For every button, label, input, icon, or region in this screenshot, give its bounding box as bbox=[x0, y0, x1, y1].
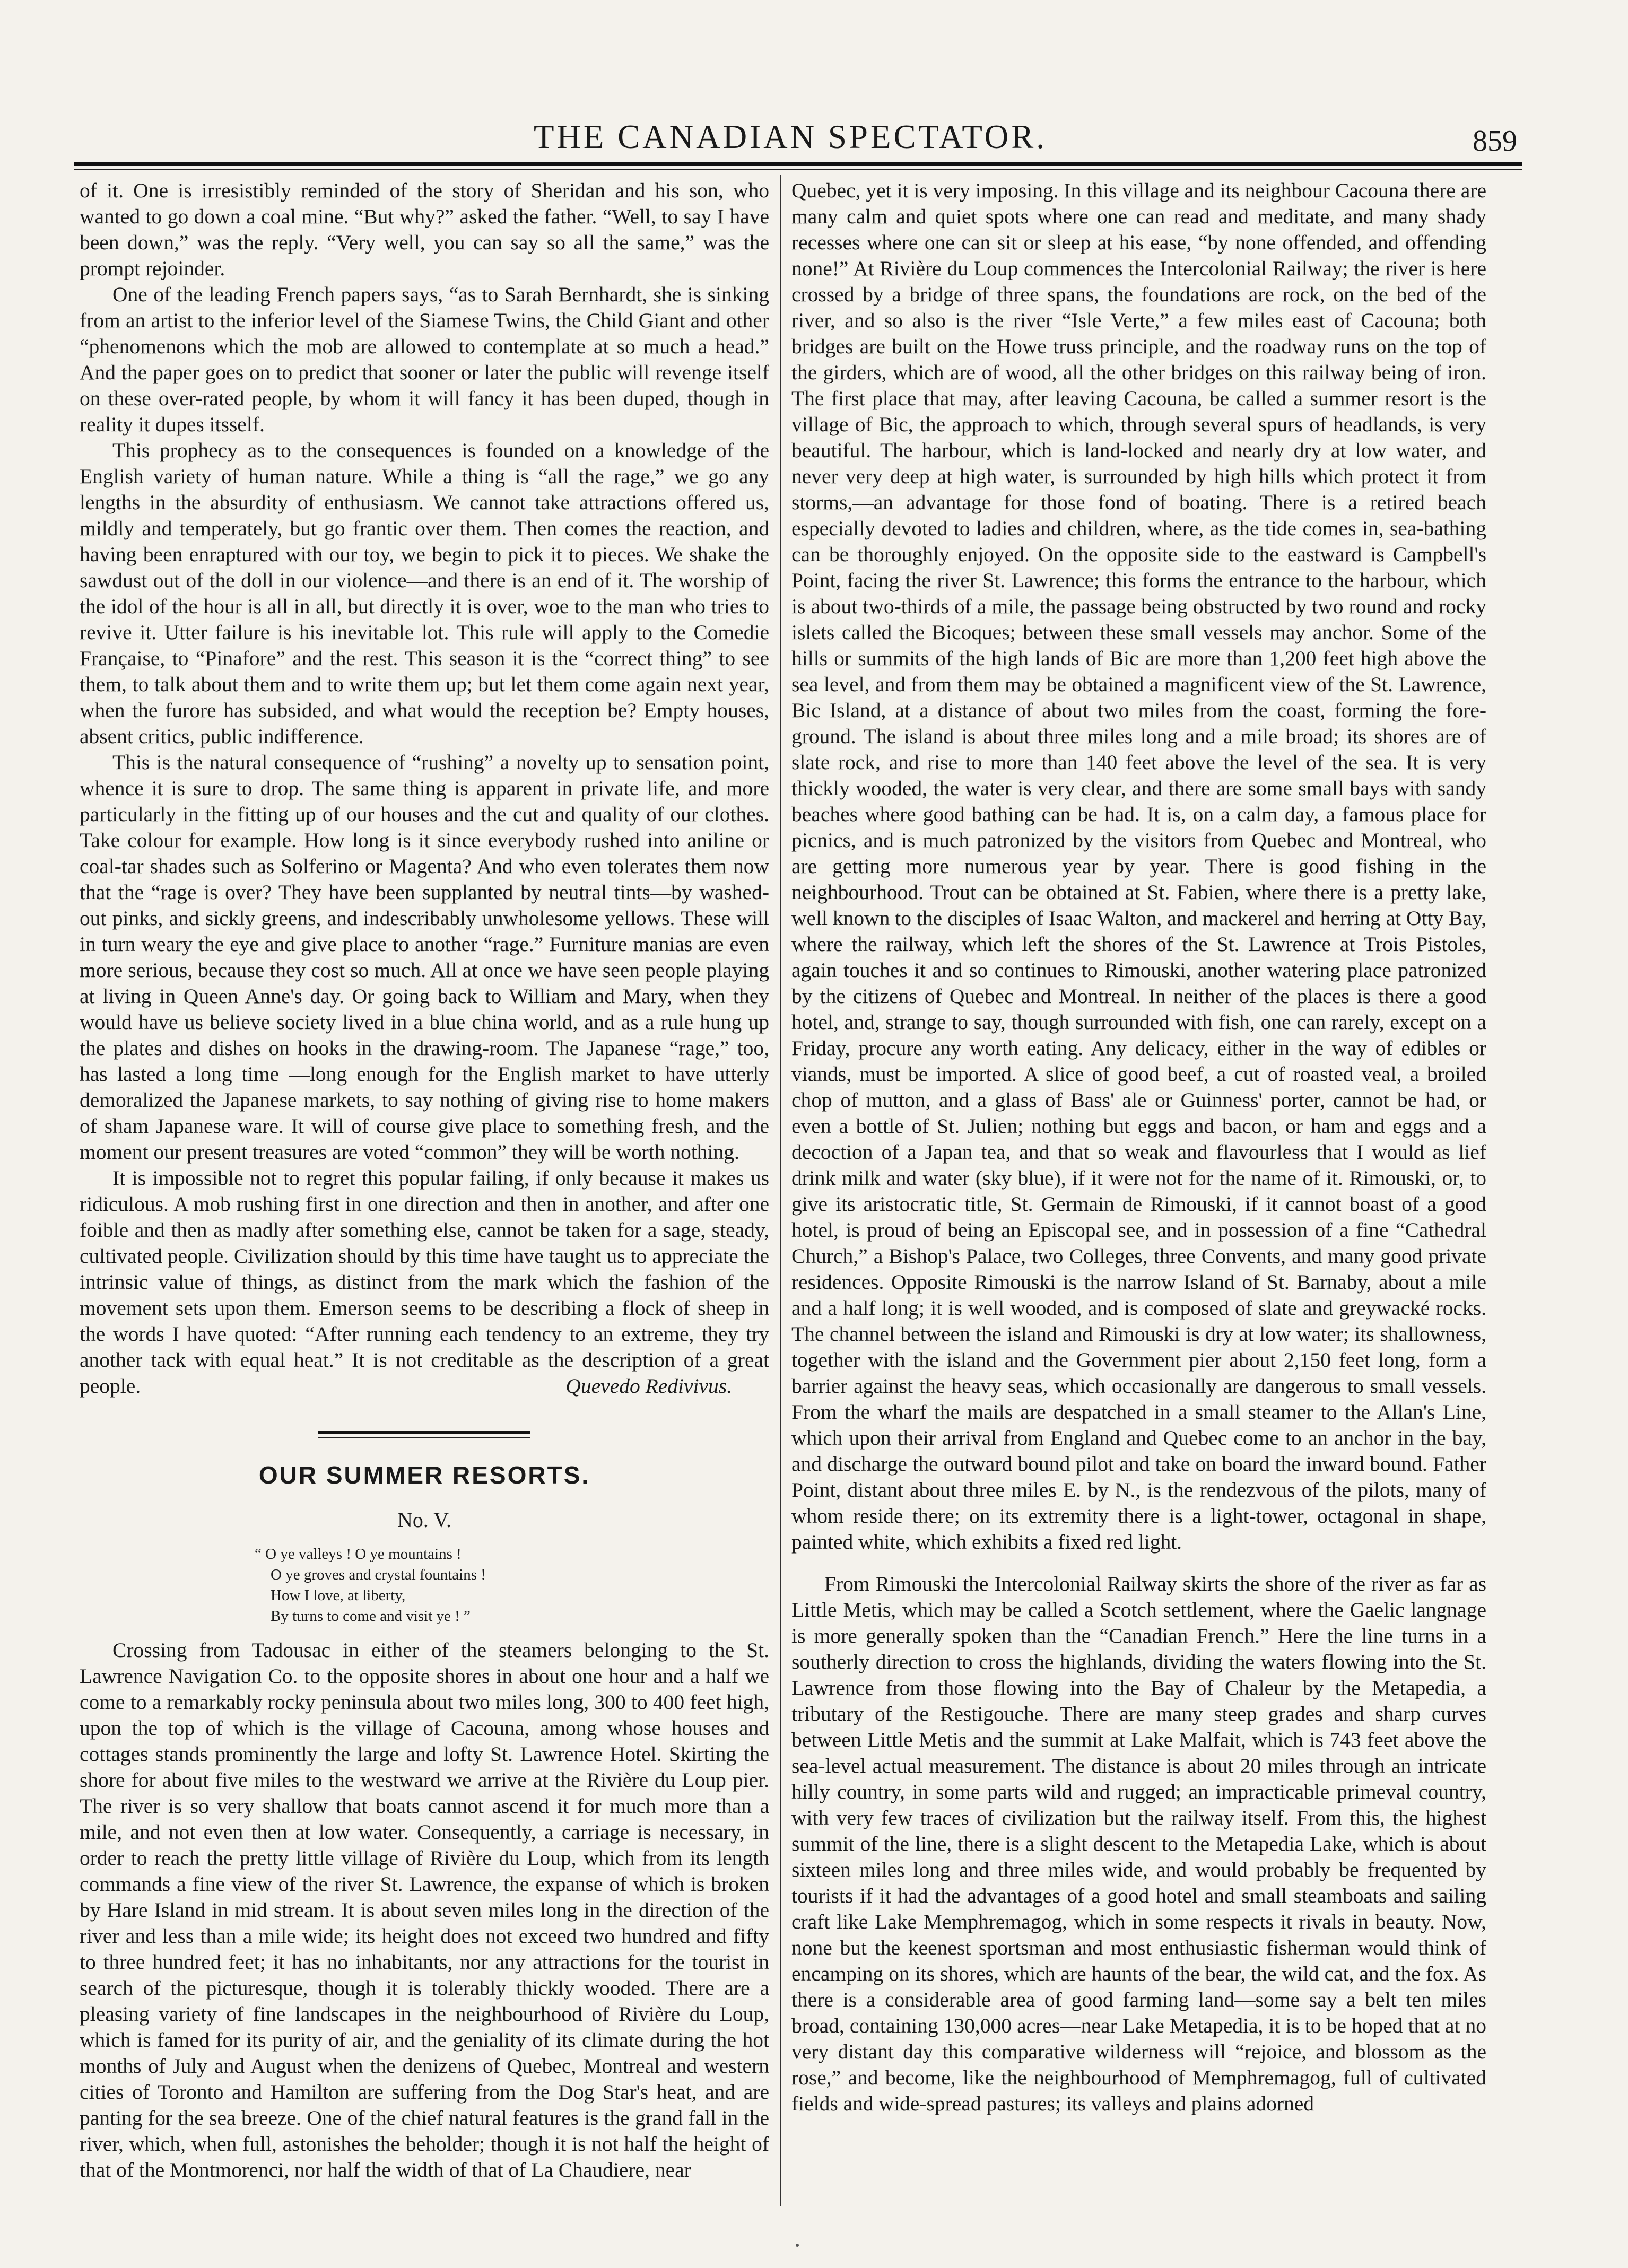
paragraph: of it. One is irresistibly reminded of the story of Sheridan and his son, who wanted to go down a coal mine. “But why?” asked the father. “Well, to say I have been down,” was the reply. “Very well, you can say so all the same,” was the prompt rejoinder. bbox=[80, 179, 769, 280]
paragraph: This prophecy as to the consequences is founded on a knowledge of the English variety of human nature. While a thing is “all the rage,” we go any lengths in the absurdity of enthusiasm. We cannot take attractions offered us, mildly and temperately, but go frantic over them. Then comes the reaction, and having been enraptured with our toy, we begin to pick it to pieces. We shake the sawdust out of the doll in our violence—and there is an end of it. The worship of the idol of the hour is all in all, but directly it is over, woe to the man who tries to revive it. Utter failure is his inevitable lot. This rule will apply to the Comedie Française, to “Pinafore” and the rest. This season it is the “correct thing” to see them, to talk about them and to write them up; but let them come again next year, when the furore has subsided, and what would the reception be? Empty houses, absent critics, public indifference. bbox=[80, 439, 769, 748]
author-signature: Quevedo Redivivus. bbox=[565, 1374, 732, 1398]
paragraph: Quebec, yet it is very imposing. In this village and its neighbour Cacouna there are many calm and quiet spots where one can read and meditate, and many shady recesses where one can sit or sleep at his ease, “by none offended, and offending none!” At Rivière du Loup commences the Intercolonial Railway; the river is here crossed by a bridge of three spans, the foundations are rock, on the bed of the river, and so also is the river “Isle Verte,” a few miles east of Cacouna; both bridges are built on the Howe truss principle, and the roadway runs on the top of the girders, which are of wood, all the other bridges on this railway being of iron. The first place that may, after leaving Cacouna, be called a summer resort is the village of Bic, the approach to which, through several spurs of headlands, is very beautiful. The harbour, which is land-locked and nearly dry at low water, and never very deep at high water, is surrounded by high hills which protect it from storms,—an advantage for those fond of boating. There is a retired beach especially devoted to ladies and children, where, as the tide comes in, sea-bathing can be thoroughly enjoyed. On the opposite side to the eastward is Campbell's Point, facing the river St. Lawrence; this forms the entrance to the harbour, which is about two-thirds of a mile, the passage being obstructed by two round and rocky islets called the Bicoques; between these small vessels may anchor. Some of the hills or summits of the high lands of Bic are more than 1,200 feet high above the sea level, and from them may be obtained a magnificent view of the St. Lawrence, Bic Island, at a distance of about two miles from the coast, forming the fore-ground. The island is about three miles long and a mile broad; its shores are of slate rock, and rise to more than 140 feet above the level of the sea. It is very thickly wooded, the water is very clear, and there are some small bays with sandy beaches where good bathing can be had. It is, on a calm day, a famous place for picnics, and is much patronized by the visitors from Quebec and Montreal, who are getting more numerous year by year. There is good fishing in the neighbourhood. Trout can be obtained at St. Fabien, where there is a pretty lake, well known to the disciples of Isaac Walton, and mackerel and herring at Otty Bay, where the railway, which left the shores of the St. Lawrence at Trois Pistoles, again touches it and so continues to Rimouski, another watering place patronized by the citizens of Quebec and Montreal. In neither of the places is there a good hotel, and, strange to say, though surrounded with fish, one can rarely, except on a Friday, procure any worth eating. Any delicacy, either in the way of edibles or viands, must be imported. A slice of good beef, a cut of roasted veal, a broiled chop of mutton, and a glass of Bass' ale or Guinness' porter, cannot be had, or even a bottle of St. Julien; nothing but eggs and bacon, or ham and eggs and a decoction of a Japan tea, and that so weak and flavourless that I would as lief drink milk and water (sky blue), if it were not for the name of it. Rimouski, or, to give its aristocratic title, St. Germain de Rimouski, if it cannot boast of a good hotel, is proud of being an Episcopal see, and in possession of a fine “Cathedral Church,” a Bishop's Palace, two Colleges, three Convents, and many good private residences. Opposite Rimouski is the narrow Island of St. Barnaby, about a mile and a half long; it is well wooded, and is composed of slate and greywacké rocks. The channel between the island and Rimouski is dry at low water; its shallowness, together with the island and the Government pier about 2,150 feet long, form a barrier against the heavy seas, which occasionally are dangerous to small vessels. From the wharf the mails are despatched in a small steamer to the Allan's Line, which upon their arrival from England and Quebec come to an anchor in the bay, and discharge the outward bound pilot and take on board the inward bound. Father Point, distant about three miles E. by N., is the rendezvous of the pilots, many of whom reside there; on its extremity there is a light-tower, octagonal in shape, painted white, which exhibits a fixed red light. bbox=[791, 179, 1486, 1554]
header-rule-thick bbox=[74, 162, 1522, 166]
page-header bbox=[74, 116, 1517, 158]
paragraph: It is impossible not to regret this popular failing, if only because it makes us ridiculous. A mob rushing first in one direction and then in another, and after one foible and then as madly after something else, cannot be taken for a sage, steady, cultivated people. Civilization should by this time have taught us to appreciate the intrinsic value of things, as distinct from the mark which the fashion of the movement sets upon them. Emerson seems to be describing a flock of sheep in the words I have quoted: “After running each tendency to an extreme, they try another tack with equal heat.” It is not creditable as the description of a great people. bbox=[80, 1166, 769, 1398]
masthead: THE CANADIAN SPECTATOR. bbox=[533, 118, 1048, 155]
section-divider bbox=[318, 1431, 530, 1438]
epigraph-line: By turns to come and visit ye ! ” bbox=[271, 1608, 471, 1625]
epigraph-line: O ye groves and crystal fountains ! bbox=[271, 1566, 486, 1583]
paragraph: Crossing from Tadousac in either of the steamers belonging to the St. Lawrence Navigation Co. to the opposite shores in about one hour and a half we come to a remarkably rocky peninsula about two miles long, 300 to 400 feet high, upon the top of which is the village of Cacouna, among whose houses and cottages stands prominently the large and lofty St. Lawrence Hotel. Skirting the shore for about five miles to the westward we arrive at the Rivière du Loup pier. The river is so very shallow that boats cannot ascend it for much more than a mile, and not even then at low water. Consequently, a carriage is necessary, in order to reach the pretty little village of Rivière du Loup, which from its length commands a fine view of the river St. Lawrence, the expanse of which is broken by Hare Island in mid stream. It is about seven miles long in the direction of the river and less than a mile wide; its height does not exceed two hundred and fifty to three hundred feet; it has no inhabitants, nor any attractions for the tourist in search of the picturesque, though it is tolerably thickly wooded. There are a pleasing variety of fine landscapes in the neighbourhood of Rivière du Loup, which is famed for its purity of air, and the geniality of its climate during the hot months of July and August when the denizens of Quebec, Montreal and western cities of Toronto and Hamilton are suffering from the Dog Star's heat, and are panting for the sea breeze. One of the chief natural features is the grand fall in the river, which, when full, astonishes the beholder; though it is not half the height of that of the Montmorenci, nor half the width of that of La Chaudiere, near bbox=[80, 1638, 769, 2182]
right-column bbox=[791, 178, 1486, 2117]
epigraph bbox=[255, 1544, 769, 1627]
column-divider bbox=[780, 175, 781, 2206]
page-number: 859 bbox=[1473, 125, 1517, 158]
issue-number: No. V. bbox=[397, 1508, 451, 1532]
paragraph: One of the leading French papers says, “as to Sarah Bernhardt, she is sinking from an artist to the inferior level of the Siamese Twins, the Child Giant and other “phenomenons which the mob are allowed to contemplate at so much a head.” And the paper goes on to predict that sooner or later the public will revenge itself on these over-rated people, by whom it will fancy it has been duped, though in reality it dupes itsself. bbox=[80, 283, 769, 436]
epigraph-line: How I love, at liberty, bbox=[271, 1587, 406, 1604]
print-speck bbox=[796, 2244, 799, 2247]
paragraph: From Rimouski the Intercolonial Railway skirts the shore of the river as far as Little Metis, which may be called a Scotch settlement, where the Gaelic langnage is more generally spoken than the “Canadian French.” Here the line turns in a southerly direction to cross the highlands, dividing the waters flowing into the St. Lawrence from those flowing into the Bay of Chaleur by the Metapedia, a tributary of the Restigouche. There are many steep grades and sharp curves between Little Metis and the summit at Lake Malfait, which is 743 feet above the sea-level actual measurement. The distance is about 20 miles through an intricate hilly country, in some parts wild and rugged; an impracticable primeval country, with very few traces of civilization but the railway itself. From this, the highest summit of the line, there is a slight descent to the Metapedia Lake, which is about sixteen miles long and three miles wide, and would probably be frequented by tourists if it had the advantages of a good hotel and small steamboats and sailing craft like Lake Memphremagog, which in some respects it rivals in beauty. Now, none but the keenest sportsman and most enthusiastic fisherman would think of encamping on its shores, which are haunts of the bear, the wild cat, and the fox. As there is a considerable area of good farming land—some say a belt ten miles broad, containing 130,000 acres—near Lake Metapedia, it is to be hoped that at no very distant day this comparative wilderness will “rejoice, and blossom as the rose,” and become, like the neighbourhood of Memphremagog, full of cultivated fields and wide-spread pastures; its valleys and plains adorned bbox=[791, 1572, 1486, 2115]
epigraph-line: “ O ye valleys ! O ye mountains ! bbox=[255, 1546, 462, 1563]
paragraph: This is the natural consequence of “rushing” a novelty up to sensation point, whence it is sure to drop. The same thing is apparent in private life, and more particularly in the fitting up of our houses and the cut and quality of our clothes. Take colour for example. How long is it since everybody rushed into aniline or coal-tar shades such as Solferino or Magenta? And who even tolerates them now that the “rage is over? They have been supplanted by neutral tints—by washed-out pinks, and sickly greens, and indescribably unwholesome yellows. These will in turn weary the eye and give place to another “rage.” Furniture manias are even more serious, because they cost so much. All at once we have seen people playing at living in Queen Anne's day. Or going back to William and Mary, when they would have us believe society lived in a blue china world, and as a rule hung up the plates and dishes on hooks in the drawing-room. The Japanese “rage,” too, has lasted a long time —long enough for the English market to have utterly demoralized the Japanese markets, to say nothing of giving rise to home makers of sham Japanese ware. It will of course give place to something fresh, and the moment our present treasures are voted “common” they will be worth nothing. bbox=[80, 751, 769, 1164]
left-column bbox=[80, 178, 769, 2183]
header-rule-thin bbox=[74, 169, 1522, 170]
section-title: OUR SUMMER RESORTS. bbox=[258, 1461, 590, 1489]
